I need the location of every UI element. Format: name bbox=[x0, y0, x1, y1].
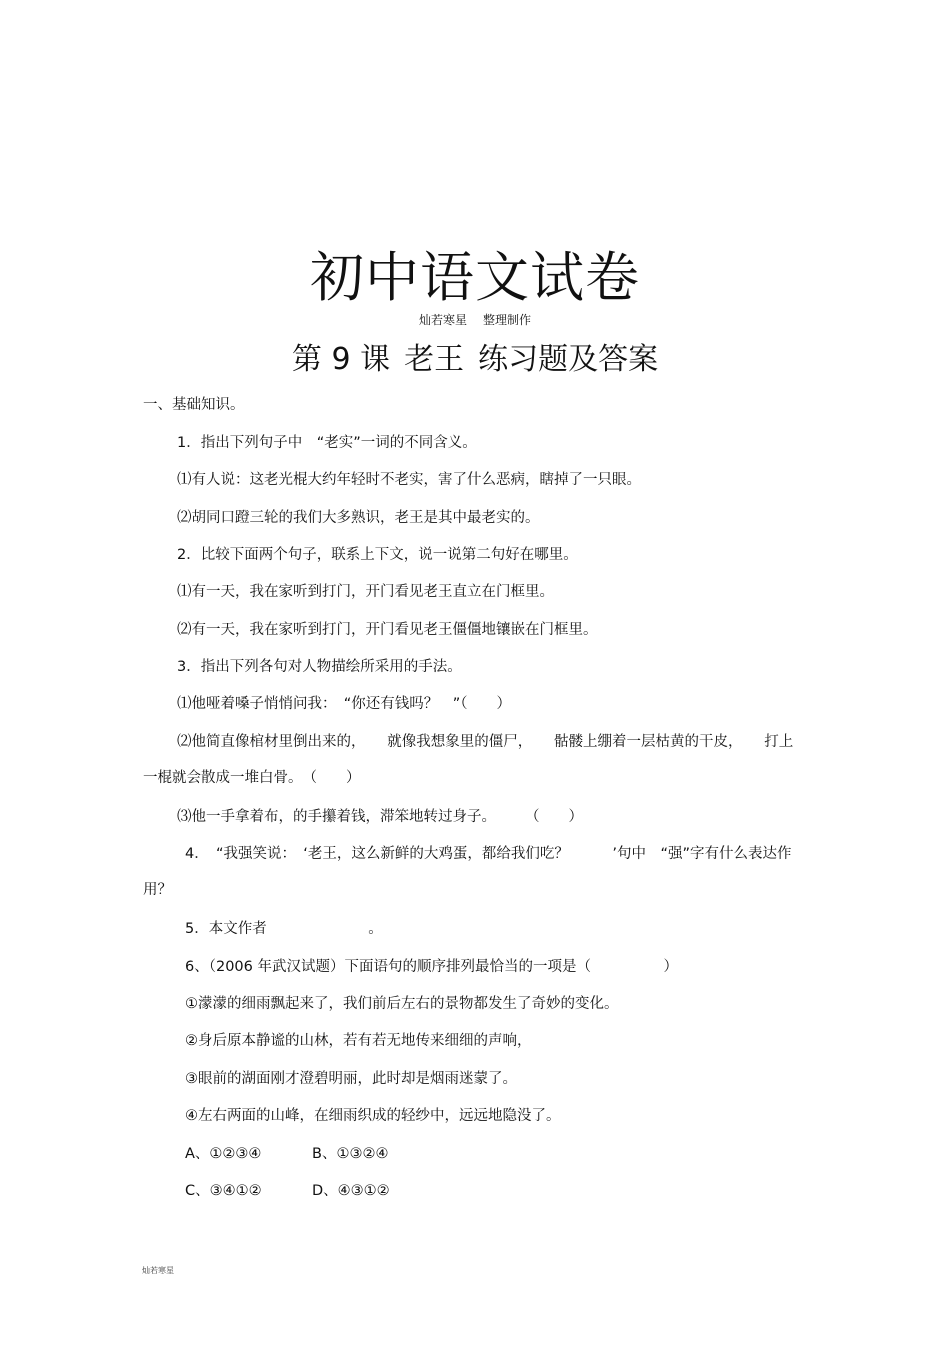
option-c: C、③④①② bbox=[185, 1183, 262, 1199]
question-2-item-1: ⑴有一天，我在家听到打门，开门看见老王直立在门框里。 bbox=[177, 584, 554, 600]
option-a: A、①②③④ bbox=[185, 1146, 262, 1162]
question-4-cont: 用？ bbox=[143, 882, 172, 898]
author-name: 灿若寒星 bbox=[418, 313, 467, 327]
question-1-item-2: ⑵胡同口蹬三轮的我们大多熟识，老王是其中最老实的。 bbox=[177, 510, 540, 526]
section-heading: 一、基础知识。 bbox=[143, 397, 245, 413]
question-5: 5．本文作者 。 bbox=[185, 921, 383, 937]
option-d: D、④③①② bbox=[312, 1183, 390, 1199]
question-3-item-1: ⑴他哑着嗓子悄悄问我： “你还有钱吗？ ”（ ） bbox=[177, 696, 512, 712]
question-2-stem: 2．比较下面两个句子，联系上下文，说一说第二句好在哪里。 bbox=[177, 547, 578, 563]
question-2-item-2: ⑵有一天，我在家听到打门，开门看见老王僵僵地镶嵌在门框里。 bbox=[177, 622, 598, 638]
question-3-item-2-cont: 一棍就会散成一堆白骨。 （ ） bbox=[143, 770, 361, 786]
footer-text: 灿若寒星 bbox=[142, 1266, 174, 1275]
lesson-title bbox=[0, 340, 950, 380]
question-6-sentence-4: ④左右两面的山峰，在细雨织成的轻纱中，远远地隐没了。 bbox=[185, 1108, 561, 1124]
question-6-sentence-2: ②身后原本静谧的山林，若有若无地传来细细的声响， bbox=[185, 1033, 532, 1049]
question-6-sentence-3: ③眼前的湖面刚才澄碧明丽，此时却是烟雨迷蒙了。 bbox=[185, 1071, 517, 1087]
lesson-name: 老王 bbox=[404, 342, 465, 377]
question-6-sentence-1: ①濛濛的细雨飘起来了，我们前后左右的景物都发生了奇妙的变化。 bbox=[185, 996, 619, 1012]
question-1-stem: 1．指出下列句子中 “老实”一词的不同含义。 bbox=[177, 435, 477, 451]
author-line bbox=[0, 311, 950, 329]
question-1-item-1: ⑴有人说：这老光棍大约年轻时不老实，害了什么恶病，瞎掉了一只眼。 bbox=[177, 472, 641, 488]
question-6-stem: 6、（2006 年武汉试题）下面语句的顺序排列最恰当的一项是（ ） bbox=[185, 959, 678, 975]
question-4: 4． “我强笑说： ‘老王，这么新鲜的大鸡蛋，都给我们吃？ ’句中 “强”字有什么表达作 bbox=[185, 846, 792, 862]
question-3-stem: 3．指出下列各句对人物描绘所采用的手法。 bbox=[177, 659, 462, 675]
option-b: B、①③②④ bbox=[312, 1146, 389, 1162]
lesson-suffix: 练习题及答案 bbox=[478, 342, 659, 377]
question-3-item-2: ⑵他简直像棺材里倒出来的， 就像我想象里的僵尸， 骷髅上绷着一层枯黄的干皮， 打上 bbox=[177, 734, 794, 750]
main-title: 初中语文试卷 bbox=[310, 246, 640, 309]
author-note: 整理制作 bbox=[483, 313, 532, 327]
lesson-label: 第 9 课 bbox=[291, 342, 391, 377]
question-3-item-3: ⑶他一手拿着布，的手攥着钱，滞笨地转过身子。 （ ） bbox=[177, 809, 583, 825]
